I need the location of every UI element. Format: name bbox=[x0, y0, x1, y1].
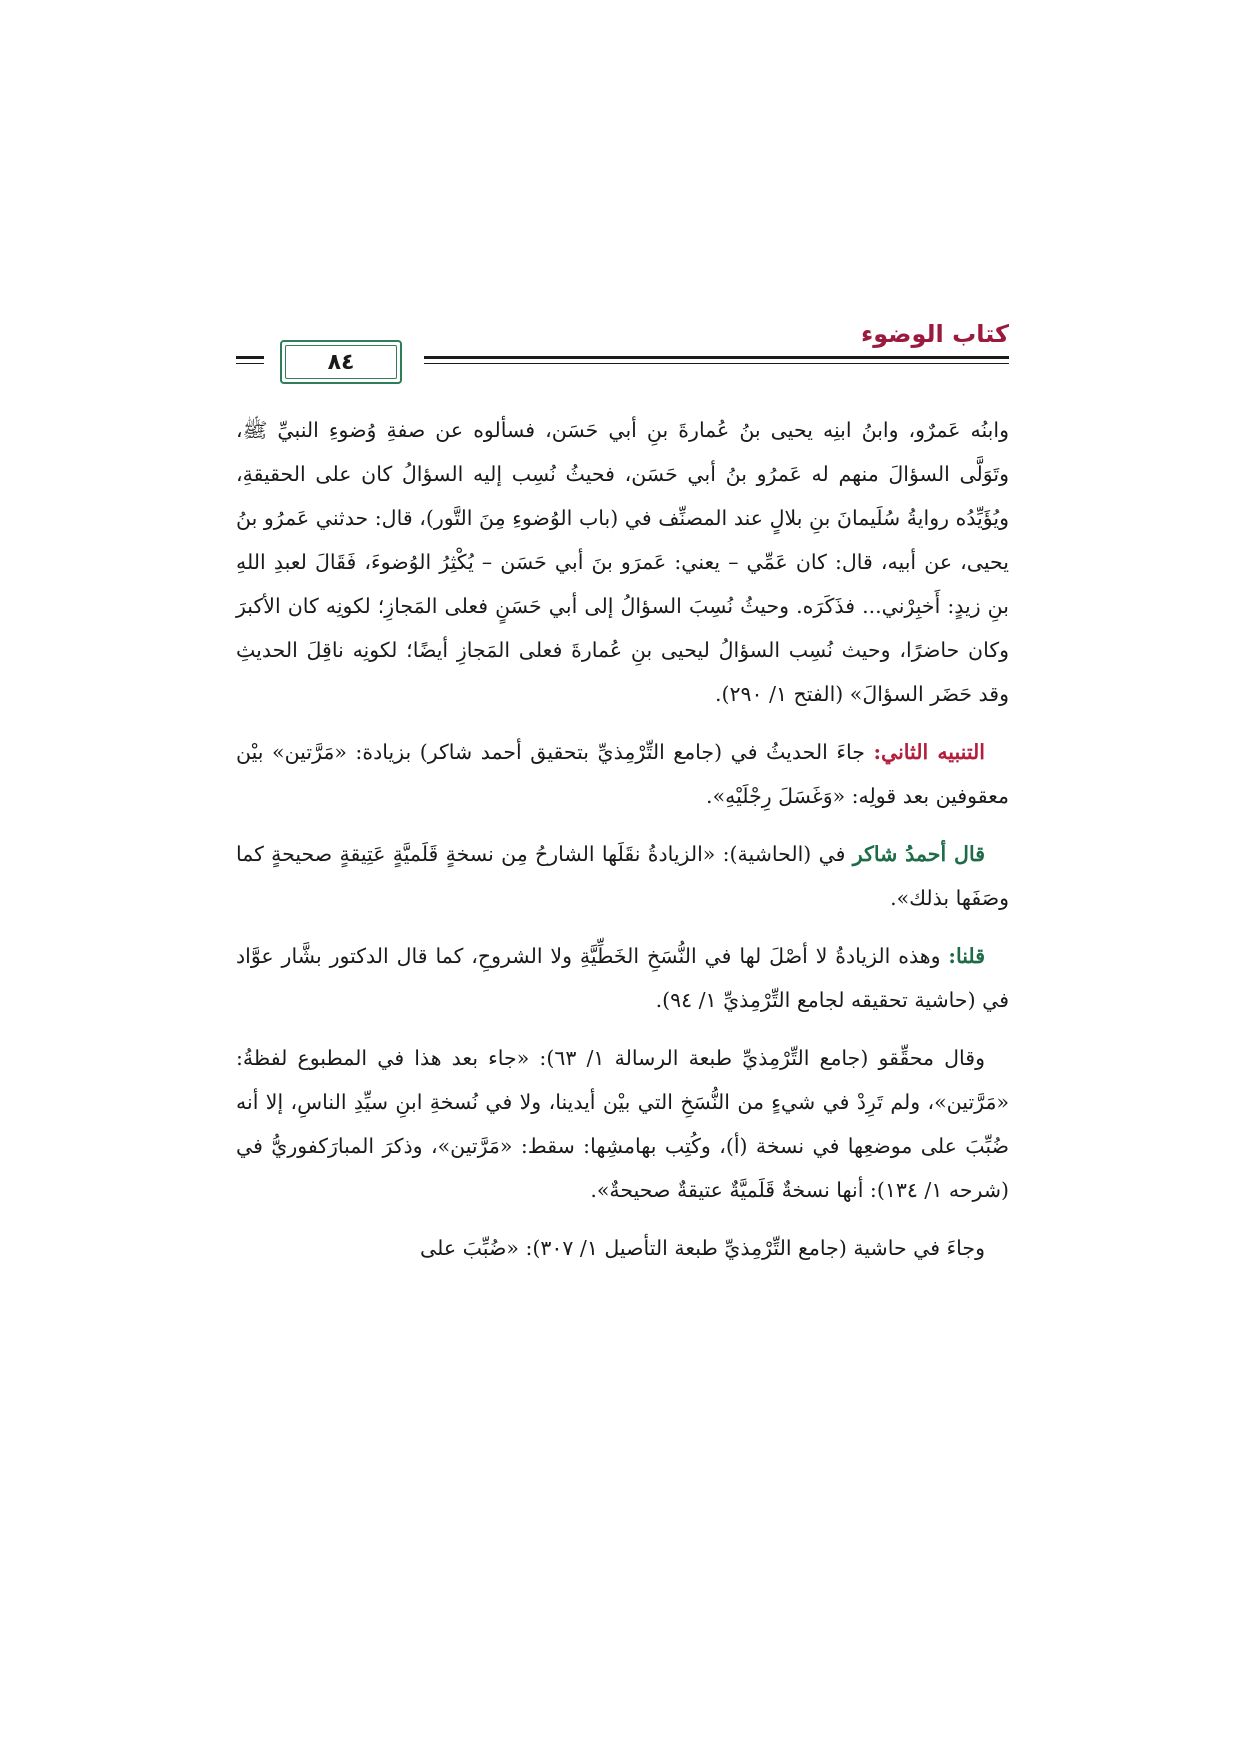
tanbih-label: التنبيه الثاني: bbox=[873, 740, 985, 764]
paragraph-3 bbox=[236, 832, 1009, 920]
paragraph-4 bbox=[236, 934, 1009, 1022]
page-header bbox=[236, 318, 1009, 390]
paragraph-3-text: في (الحاشية): «الزيادةُ نقَلَها الشارحُ مِن نسخةٍ قَلَميَّةٍ عَتِيقةٍ صحيحةٍ كما وصَفَها بذلك». bbox=[236, 842, 1009, 910]
paragraph-1: وابنُه عَمرٌو، وابنُ ابنِه يحيى بنُ عُمارةَ بنِ أبي حَسَن، فسألوه عن صفةِ وُضوءِ النبيِّ ﷺ، وتَوَلَّى السؤالَ منهم له عَمرُو بنُ أبي حَسَن، فحيثُ نُسِب إليه السؤالُ كان على الحقيقةِ، ويُؤَيِّدُه روايةُ سُلَيمانَ بنِ بلالٍ عند المصنِّف في (باب الوُضوءِ مِنَ التَّور)، قال: حدثني عَمرُو بنُ يحيى، عن أبيه، قال: كان عَمِّي – يعني: عَمرَو بنَ أبي حَسَن – يُكْثِرُ الوُضوءَ، فَقَالَ لعبدِ اللهِ بنِ زيدٍ: أَخبِرْني... فذَكَرَه. وحيثُ نُسِبَ السؤالُ إلى أبي حَسَنٍ فعلى المَجازِ؛ لكونِه كان الأكبرَ وكان حاضرًا، وحيث نُسِب السؤالُ ليحيى بنِ عُمارةَ فعلى المَجازِ أيضًا؛ لكونِه ناقِلَ الحديثِ وقد حَضَر السؤالَ» (الفتح ١/ ٢٩٠). bbox=[236, 418, 1009, 706]
page-number-badge bbox=[280, 340, 402, 384]
header-rule-left-thin bbox=[236, 363, 264, 364]
header-rule-thick bbox=[424, 356, 1009, 359]
paragraph-2 bbox=[236, 730, 1009, 818]
paragraph-6: وجاءَ في حاشية (جامع التِّرْمِذيِّ طبعة التأصيل ١/ ٣٠٧): «ضُبِّبَ على bbox=[420, 1236, 985, 1260]
page-number-frame bbox=[285, 345, 397, 379]
page-number: ٨٤ bbox=[327, 349, 355, 375]
paragraph-5: وقال محقِّقو (جامع التِّرْمِذيِّ طبعة الرسالة ١/ ٦٣): «جاء بعد هذا في المطبوع لفظةُ: «مَرَّتين»، ولم تَرِدْ في شيءٍ من النُّسَخِ التي بيْن أيدينا، ولا في نُسخةِ ابنِ سيِّدِ الناسِ، إلا أنه ضُبِّبَ على موضعِها في نسخة (أ)، وكُتِب بهامشِها: سقط: «مَرَّتين»، وذكرَ المبارَكفوريُّ في (شرحه ١/ ١٣٤): أنها نسخةٌ قَلَميَّةٌ عتيقةٌ صحيحةٌ». bbox=[236, 1046, 1009, 1202]
header-rule-left bbox=[236, 356, 264, 359]
page-body bbox=[236, 408, 1009, 1270]
paragraph-4-text: وهذه الزيادةُ لا أصْلَ لها في النُّسَخِ الخَطِّيَّةِ ولا الشروحِ، كما قال الدكتور بشَّار عوَّاد في (حاشية تحقيقه لجامع التِّرْمِذيِّ ١/ ٩٤). bbox=[236, 944, 1009, 1012]
header-rule-thin bbox=[424, 363, 1009, 364]
qulna-label: قلنا: bbox=[948, 944, 985, 968]
author-label: قال أحمدُ شاكر bbox=[852, 842, 985, 866]
paragraph-2-text: جاءَ الحديثُ في (جامع التِّرْمِذيِّ بتحقيق أحمد شاكر) بزيادة: «مَرَّتين» بيْن معقوفين بعد قولِه: «وَغَسَلَ رِجْلَيْهِ». bbox=[236, 740, 1009, 808]
chapter-title: كتاب الوضوء bbox=[860, 320, 1009, 348]
